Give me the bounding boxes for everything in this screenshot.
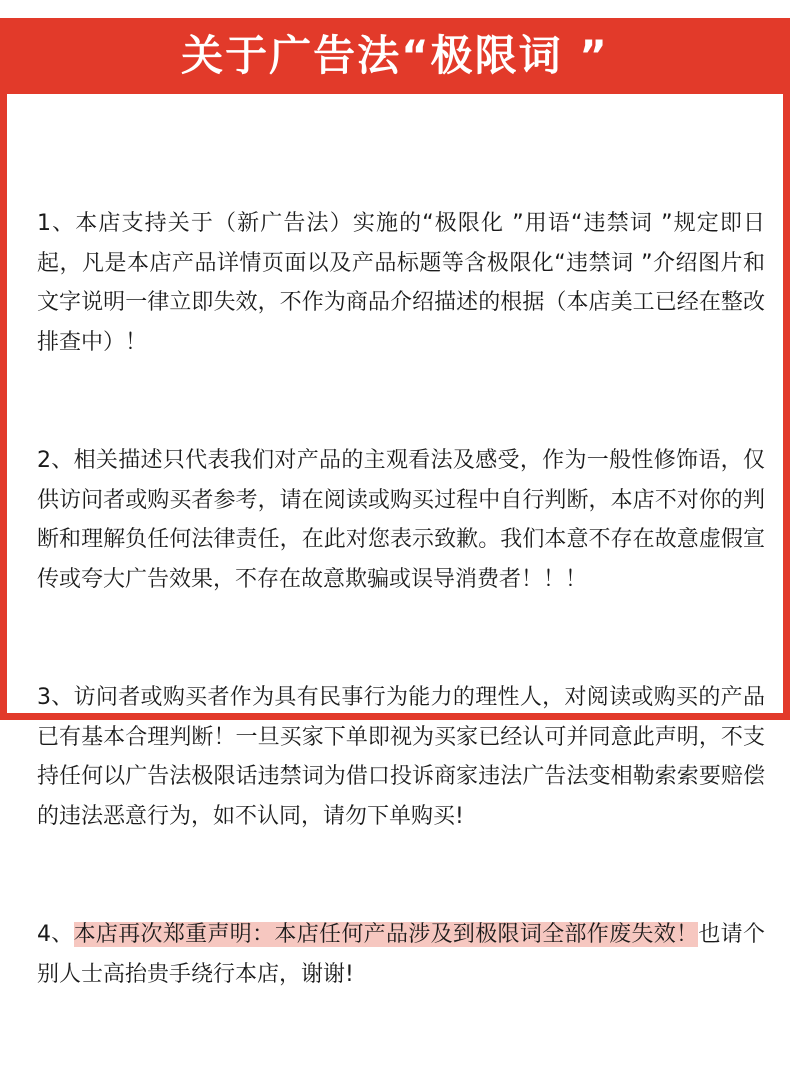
paragraph-4-suffix: 也请个别人士高抬贵手绕行本店，谢谢! [37, 922, 765, 987]
title-banner [7, 18, 783, 94]
paragraph-1: 1、本店支持关于（新广告法）实施的“极限化 ”用语“违禁词 ”规定即日起，凡是本店产品详情页面以及产品标题等含极限化“违禁词 ”介绍图片和文字说明一律立即失效，不作为商品介绍描述的根据（本店美工已经在整改排查中）！ [37, 211, 765, 355]
paragraph-3: 3、访问者或购买者作为具有民事行为能力的理性人，对阅读或购买的产品已有基本合理判断！一旦买家下单即视为买家已经认可并同意此声明，不支持任何以广告法极限话违禁词为借口投诉商家违法广告法变相勒索索要赔偿的违法恶意行为，如不认同，请勿下单购买! [37, 685, 765, 829]
page-title: 关于广告法“极限词 ” [181, 31, 609, 80]
paragraph-4-prefix: 4、 [37, 922, 74, 947]
highlighted-declaration: 本店再次郑重声明：本店任何产品涉及到极限词全部作废失效！ [73, 922, 699, 947]
notice-body [37, 125, 765, 1073]
notice-frame [0, 18, 790, 987]
paragraph-4 [37, 915, 765, 994]
paragraph-2: 2、相关描述只代表我们对产品的主观看法及感受，作为一般性修饰语，仅供访问者或购买者参考，请在阅读或购买过程中自行判断，本店不对你的判断和理解负任何法律责任，在此对您表示致歉。我们本意不存在故意虚假宣传或夸大广告效果，不存在故意欺骗或误导消费者！！！ [37, 448, 765, 592]
